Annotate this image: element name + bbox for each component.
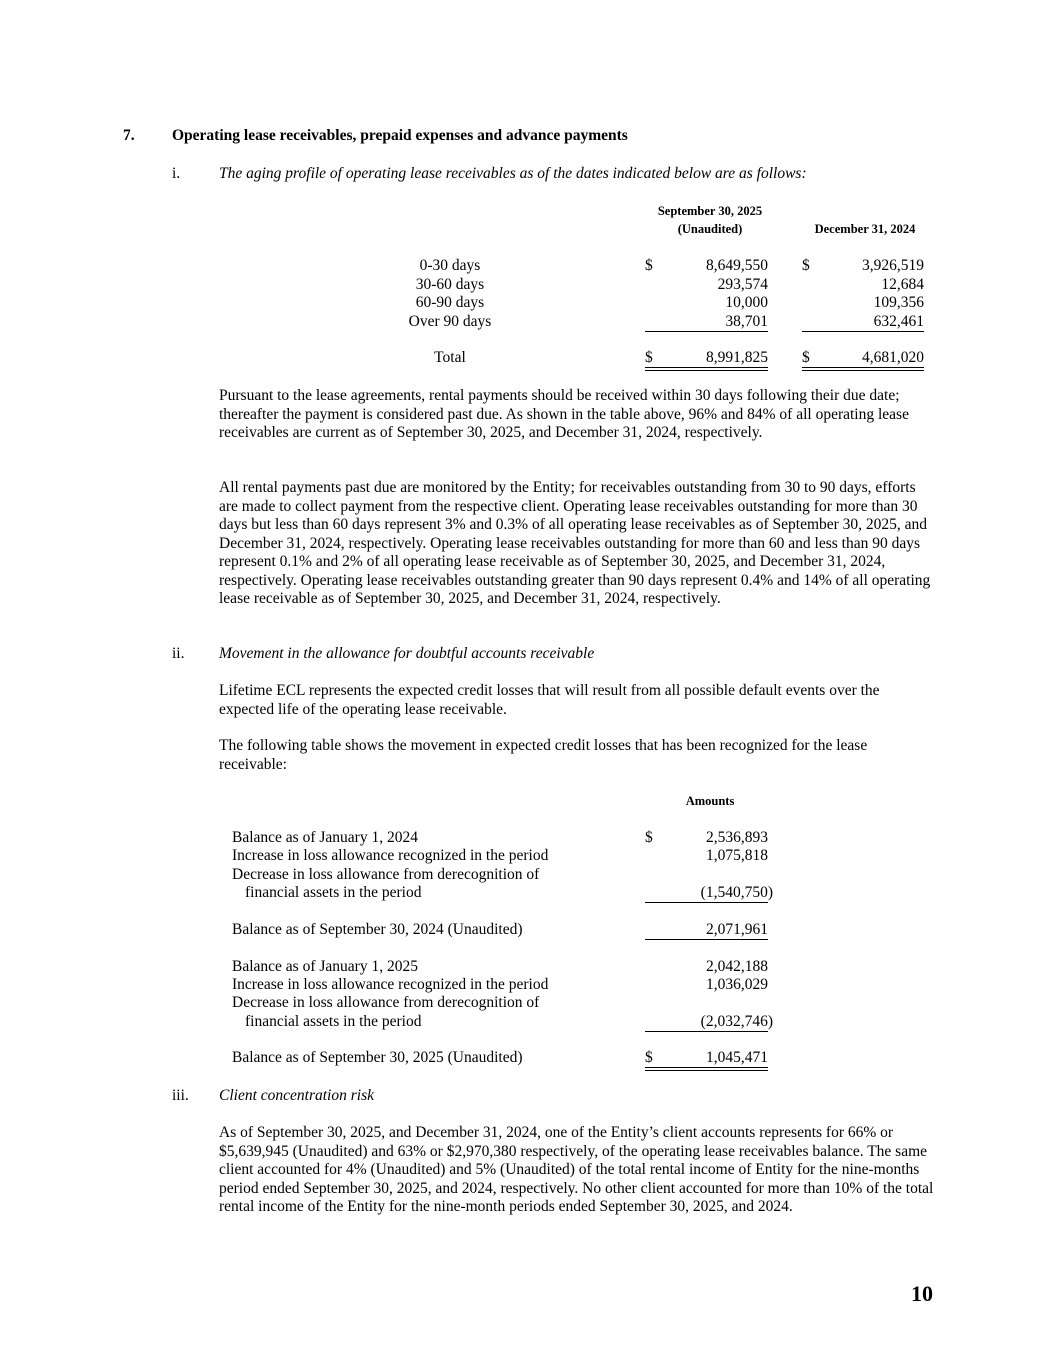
part-i-heading: The aging profile of operating lease receivables as of the dates indicated below are as follows: [219,165,807,182]
table-cell: 8,649,550 [706,257,768,274]
table-row-label: Decrease in loss allowance from derecognition of [232,866,540,883]
col1-header-line1: September 30, 2025 [657,204,763,218]
table-cell: 38,701 [725,313,768,330]
currency-symbol: $ [645,1049,653,1066]
table-cell: 1,045,471 [706,1049,768,1066]
paragraph: Lifetime ECL represents the expected credit losses that will result from all possible default events over the expected life of the operating lease receivable. [219,682,880,718]
table-cell: 109,356 [873,294,924,311]
section-title: Operating lease receivables, prepaid expenses and advance payments [172,127,628,144]
currency-symbol: $ [802,349,810,366]
total-double-rule [645,1067,768,1071]
part-iii-numeral: iii. [172,1087,189,1104]
total-double-rule [802,367,924,371]
table-row-label: Balance as of January 1, 2024 [232,829,418,846]
subtotal-rule [645,939,768,940]
table-row-label: 60-90 days [415,294,485,311]
subtotal-rule [645,331,768,332]
table-cell: 293,574 [717,276,768,293]
col1-header-line2: (Unaudited) [677,222,743,236]
paragraph: The following table shows the movement in expected credit losses that has been recognized for the lease receivable: [219,737,868,773]
subtotal-rule [802,331,924,332]
paragraph: Pursuant to the lease agreements, rental payments should be received within 30 days following their due date; thereafter the payment is considered past due. As shown in the table above, 96% and 84% of all operating lease receivables are current as of September 30, 2025, and December 31, 2024, respectively. [219,387,909,441]
table-cell: 1,075,818 [706,847,768,864]
table-row-label: 0-30 days [419,257,481,274]
subtotal-rule [645,902,768,903]
table-row-label: Increase in loss allowance recognized in the period [232,847,549,864]
table-row-label: Balance as of January 1, 2025 [232,958,418,975]
total-value: 4,681,020 [862,349,924,366]
amounts-header: Amounts [685,794,735,808]
table-cell: 2,042,188 [706,958,768,975]
table-cell: (2,032,746) [700,1013,773,1030]
table-cell: 10,000 [725,294,768,311]
part-i-numeral: i. [172,165,181,182]
currency-symbol: $ [645,829,653,846]
table-row-label: Balance as of September 30, 2024 (Unaudited) [232,921,523,938]
table-row-label: financial assets in the period [245,884,422,901]
table-row-label: financial assets in the period [245,1013,422,1030]
total-double-rule [645,367,768,371]
paragraph: As of September 30, 2025, and December 31, 2024, one of the Entity’s client accounts represents for 66% or $5,639,945 (Unaudited) and 63% or $2,970,380 respectively, of the operating lease receivables balance. The same client accounted for 4% (Unaudited) and 5% (Unaudited) of the total rental income of Entity for the nine-months period ended September 30, 2025, and 2024, respectively. No other client accounted for more than 10% of the total rental income of the Entity for the nine-month periods ended September 30, 2025, and 2024. [219,1124,934,1215]
table-cell: 2,536,893 [706,829,768,846]
table-row-label: Increase in loss allowance recognized in the period [232,976,549,993]
currency-symbol: $ [645,257,653,274]
page-number: 10 [911,1281,933,1306]
total-label: Total [434,349,466,366]
part-iii-heading: Client concentration risk [219,1087,374,1104]
paragraph: All rental payments past due are monitored by the Entity; for receivables outstanding from 30 to 90 days, efforts are made to collect payment from the respective client. Operating lease receivables outstanding for more than 30 days but less than 60 days represent 3% and 0.3% of all operating lease receivables as of September 30, 2025, and December 31, 2024, respectively. Operating lease receivables outstanding for more than 60 and less than 90 days represent 0.1% and 2% of all operating lease receivable as of September 30, 2025, and December 31, 2024, respectively. Operating lease receivables outstanding greater than 90 days represent 0.4% and 14% of all operating lease receivable as of September 30, 2025, and December 31, 2024, respectively. [219,479,931,607]
table-row-label: Over 90 days [408,313,492,330]
section-number: 7. [123,127,135,144]
table-row-label: Balance as of September 30, 2025 (Unaudited) [232,1049,523,1066]
table-row-label: Decrease in loss allowance from derecognition of [232,994,540,1011]
part-ii-numeral: ii. [172,645,185,662]
currency-symbol: $ [802,257,810,274]
col2-header: December 31, 2024 [814,222,916,236]
table-cell: 3,926,519 [862,257,924,274]
table-cell: 2,071,961 [706,921,768,938]
table-cell: 632,461 [873,313,924,330]
table-row-label: 30-60 days [415,276,485,293]
currency-symbol: $ [645,349,653,366]
total-value: 8,991,825 [706,349,768,366]
table-cell: 12,684 [881,276,924,293]
subtotal-rule [645,1031,768,1032]
part-ii-heading: Movement in the allowance for doubtful accounts receivable [219,645,595,662]
table-cell: 1,036,029 [706,976,768,993]
table-cell: (1,540,750) [700,884,773,901]
